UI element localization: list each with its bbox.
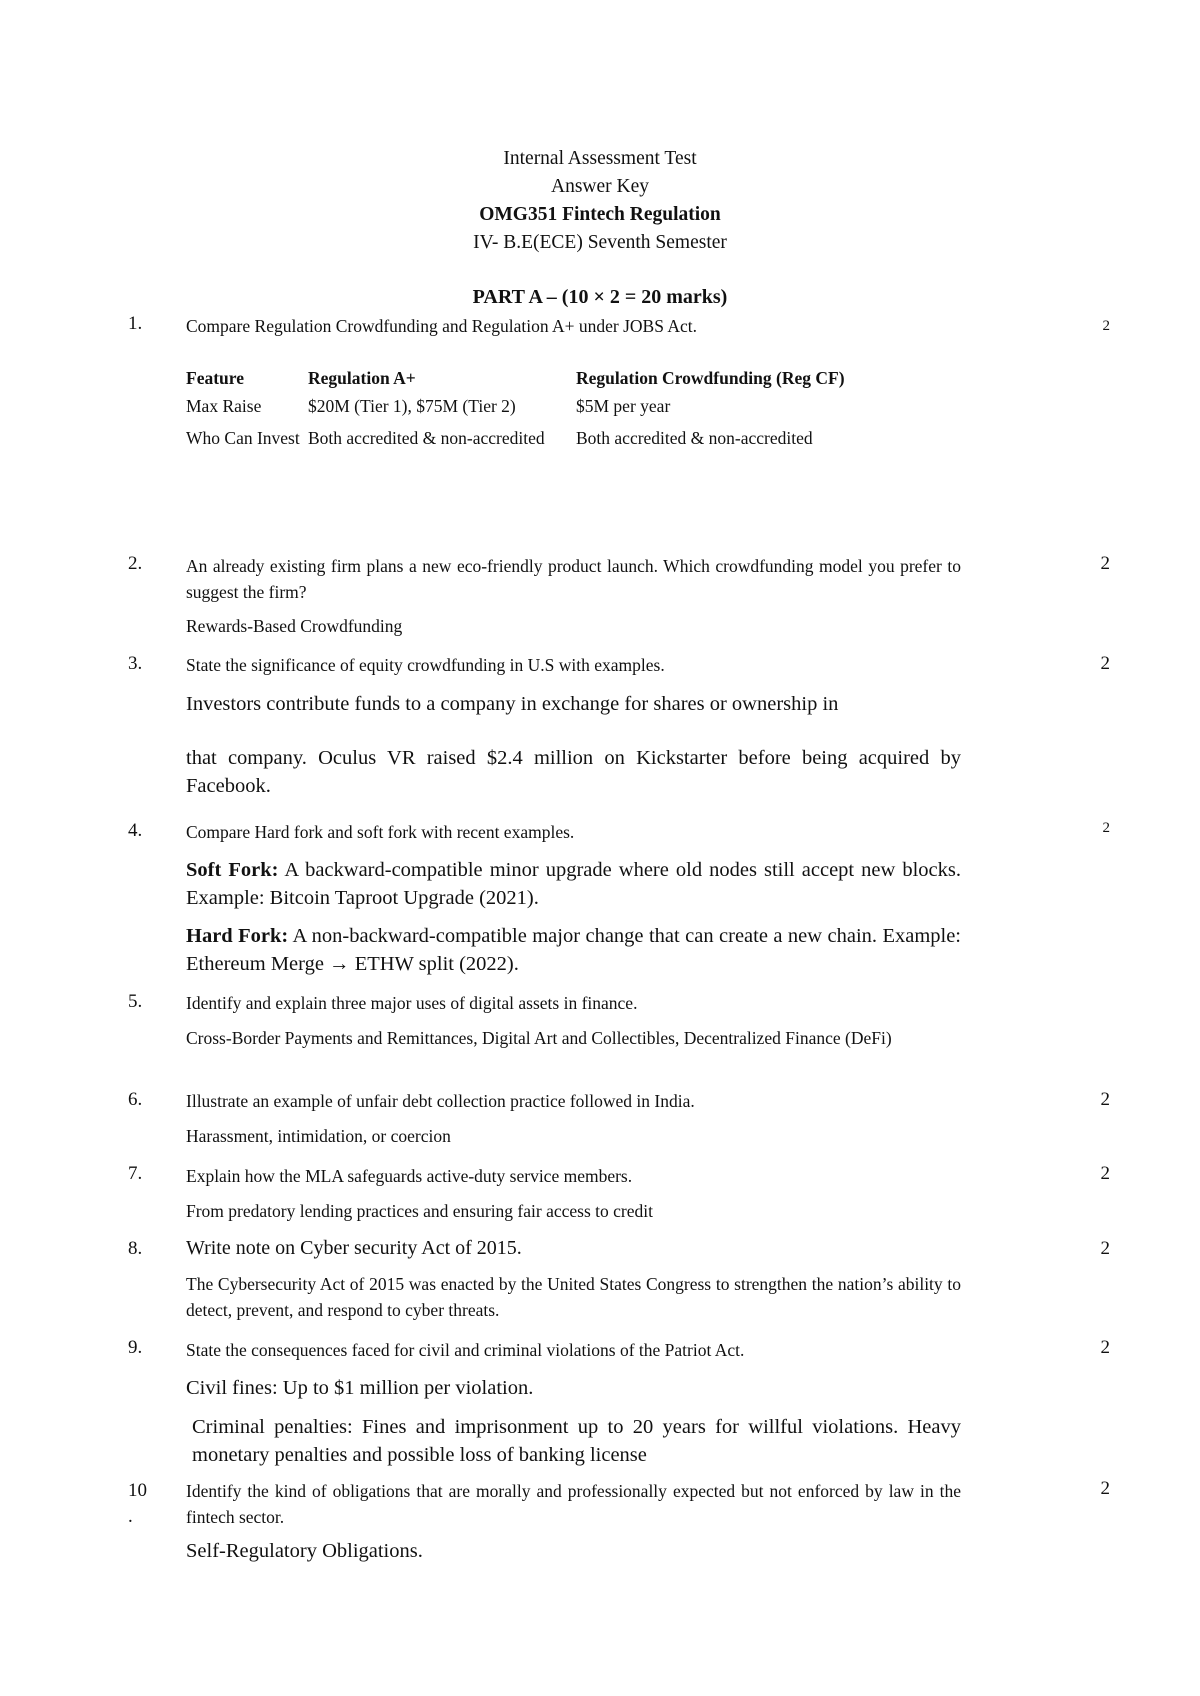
question-10-number: 10 . (128, 1480, 147, 1527)
part-title: PART A – (10 × 2 = 20 marks) (472, 286, 728, 308)
question-8-number: 8. (128, 1238, 143, 1259)
answer-9-criminal: Criminal penalties: Fines and imprisonment up to 20 years for willful violations. Heavy monetary penalties and possible loss of banking license (192, 1416, 961, 1466)
comparison-table (186, 365, 956, 451)
question-7-text: Explain how the MLA safeguards active-duty service members. (186, 1166, 633, 1186)
answer-4-hard-fork (186, 922, 961, 978)
answer-4-soft-fork (186, 856, 961, 912)
question-2-text: An already existing firm plans a new eco-friendly product launch. Which crowdfunding model you prefer to suggest the firm? (186, 556, 961, 602)
table-row (186, 393, 956, 419)
class-label: IV- B.E(ECE) Seventh Semester (473, 232, 727, 253)
answer-7: From predatory lending practices and ensuring fair access to credit (186, 1201, 653, 1221)
table-row (186, 419, 956, 451)
question-2-number: 2. (128, 553, 143, 574)
question-1-marks: 2 (1102, 318, 1110, 334)
question-8-marks: 2 (1100, 1238, 1110, 1259)
table-cell: $5M per year (576, 396, 671, 416)
question-10-marks: 2 (1100, 1478, 1110, 1499)
table-cell: Both accredited & non-accredited (576, 428, 813, 448)
test-title: Internal Assessment Test (503, 148, 697, 169)
table-cell: Who Can Invest (186, 428, 300, 448)
answer-5: Cross-Border Payments and Remittances, Digital Art and Collectibles, Decentralized Finance (DeFi) (186, 1028, 892, 1048)
question-4-number: 4. (128, 820, 143, 841)
table-cell: Max Raise (186, 396, 262, 416)
course-title: OMG351 Fintech Regulation (479, 204, 721, 225)
table-header-cell: Regulation A+ (308, 368, 416, 388)
table-cell: Both accredited & non-accredited (308, 428, 545, 448)
question-1-number: 1. (128, 313, 143, 334)
question-6-text: Illustrate an example of unfair debt collection practice followed in India. (186, 1091, 695, 1111)
answer-2: Rewards-Based Crowdfunding (186, 616, 403, 636)
hard-fork-label: Hard Fork: (186, 925, 289, 947)
question-8-text: Write note on Cyber security Act of 2015. (186, 1237, 522, 1259)
table-header-cell: Regulation Crowdfunding (Reg CF) (576, 368, 845, 388)
question-4-text: Compare Hard fork and soft fork with recent examples. (186, 822, 575, 842)
question-7-marks: 2 (1100, 1163, 1110, 1184)
question-9-marks: 2 (1100, 1337, 1110, 1358)
table-header-row (186, 365, 956, 393)
answer-key-label: Answer Key (550, 176, 649, 197)
soft-fork-text: A backward-compatible minor upgrade where old nodes still accept new blocks. Example: Bitcoin Taproot Upgrade (2021). (186, 859, 962, 909)
question-1-text: Compare Regulation Crowdfunding and Regulation A+ under JOBS Act. (186, 316, 697, 336)
question-5-text: Identify and explain three major uses of digital assets in finance. (186, 993, 638, 1013)
question-2-marks: 2 (1100, 553, 1110, 574)
hard-fork-text: A non-backward-compatible major change that can create a new chain. Example: Ethereum Merge → ETHW split (2022). (186, 925, 962, 975)
answer-6: Harassment, intimidation, or coercion (186, 1126, 451, 1146)
question-3-marks: 2 (1100, 653, 1110, 674)
question-5-number: 5. (128, 991, 143, 1012)
answer-10: Self-Regulatory Obligations. (186, 1540, 423, 1562)
question-6-number: 6. (128, 1089, 143, 1110)
table-header-cell: Feature (186, 368, 244, 388)
question-6-marks: 2 (1100, 1089, 1110, 1110)
question-10-text: Identify the kind of obligations that are morally and professionally expected but not enforced by law in the fintech sector. (186, 1481, 961, 1527)
question-7-number: 7. (128, 1163, 143, 1184)
answer-3-line-1: Investors contribute funds to a company in exchange for shares or ownership in (186, 693, 839, 715)
answer-8: The Cybersecurity Act of 2015 was enacted by the United States Congress to strengthen the nation’s ability to detect, prevent, and respond to cyber threats. (186, 1274, 961, 1320)
soft-fork-label: Soft Fork: (186, 859, 279, 881)
question-9-number: 9. (128, 1337, 143, 1358)
document-header (0, 145, 1200, 257)
question-3-number: 3. (128, 653, 143, 674)
table-cell: $20M (Tier 1), $75M (Tier 2) (308, 396, 516, 416)
question-4-marks: 2 (1102, 820, 1110, 836)
question-9-text: State the consequences faced for civil and criminal violations of the Patriot Act. (186, 1340, 745, 1360)
answer-3-line-2: that company. Oculus VR raised $2.4 million on Kickstarter before being acquired by Facebook. (186, 747, 961, 797)
question-3-text: State the significance of equity crowdfunding in U.S with examples. (186, 655, 665, 675)
answer-9-civil: Civil fines: Up to $1 million per violation. (186, 1377, 534, 1399)
